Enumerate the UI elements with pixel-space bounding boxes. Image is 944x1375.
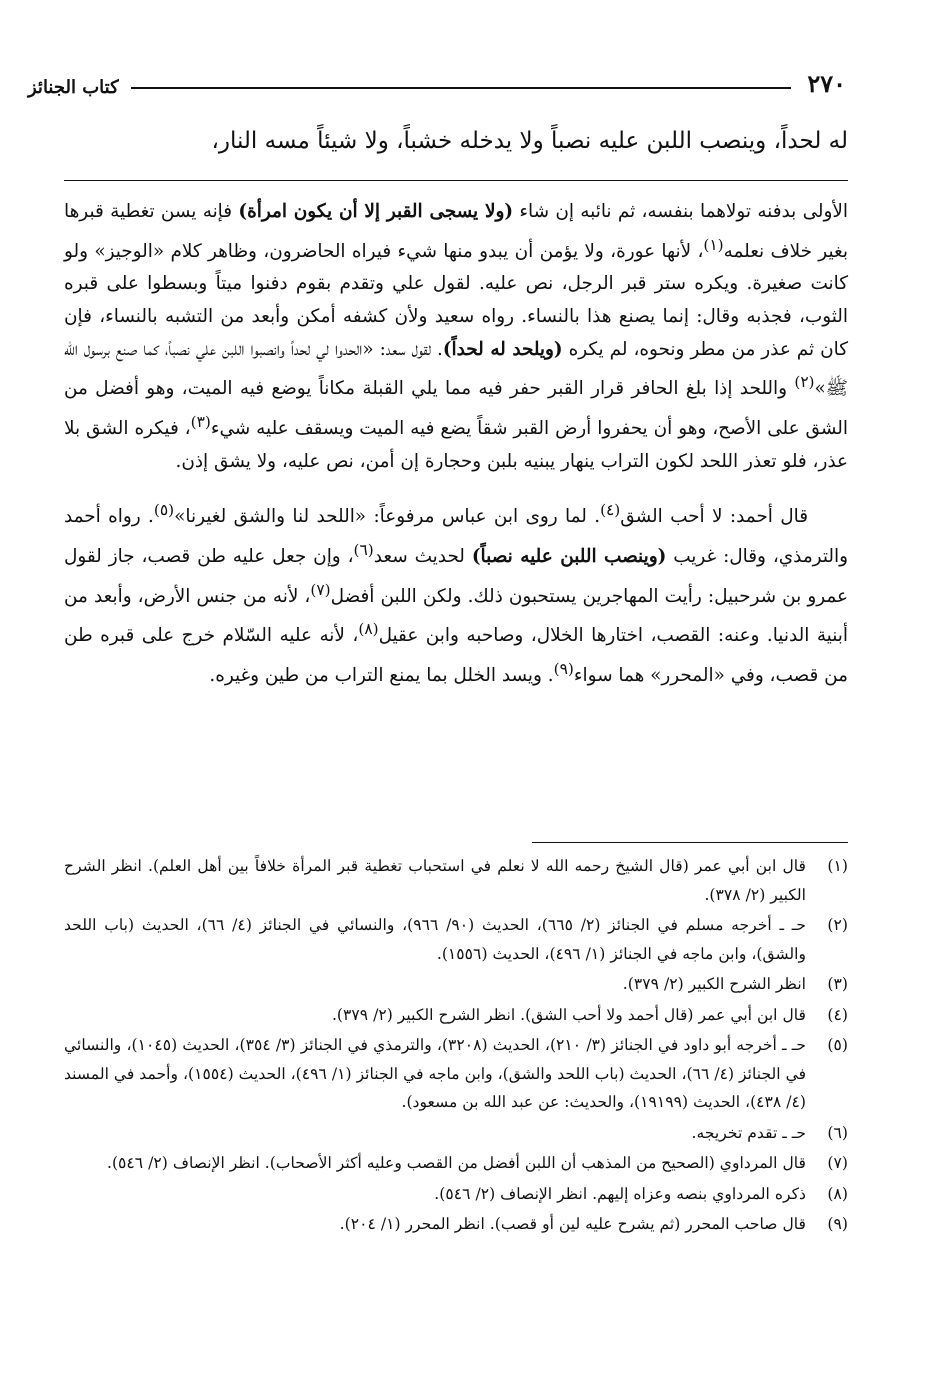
main-text: له لحداً، وينصب اللبن عليه نصباً ولا يدخله خشباً، ولا شيئاً مسه النار، (211, 128, 848, 154)
footnote-ref: (٦) (353, 540, 374, 559)
footnote-number: (١) (827, 857, 848, 875)
footnote-item (64, 1001, 848, 1030)
footnote-ref: (٣) (190, 412, 211, 431)
footnote-number: (٧) (827, 1154, 848, 1172)
footnotes-divider (532, 842, 848, 843)
book-title: كتاب الجنائز (28, 77, 119, 98)
footnote-number: (٨) (827, 1184, 848, 1203)
footnote-item (64, 1149, 848, 1178)
footnote-ref: (٨) (358, 620, 379, 639)
footnote-ref: (١) (703, 235, 724, 254)
footnote-item (64, 1180, 848, 1209)
footnote-item (64, 911, 848, 968)
footnote-ref: (٧) (310, 580, 331, 599)
footnote-text: حـ ـ أخرجه أبو داود في الجنائز (٣/ ٢١٠)، الحديث (٣٢٠٨)، والترمذي في الجنائز (٣/ ٣٥٤)، الحديث (١٠٤٥)، والنسائي في الجنائز (٤/ ٦٦)، الحديث (باب اللحد والشق)، وابن ماجه في الجنائز (١/ ٤٩٦)، الحديث (١٥٥٤)، وأحمد في المسند (٤/ ٤٣٨)، الحديث (١٩١٩٩)، والحديث: عن عبد الله بن مسعود). (64, 1036, 807, 1111)
commentary-paragraph: قال أحمد: لا أحب الشق$^{(٤)}$. لما روى ابن عباس مرفوعاً: «اللحد لنا والشق لغيرنا»$^{(٥)}$. رواه أحمد والترمذي، وقال: غريب (وينصب اللبن عليه نصباً) لحديث سعد$^{(٦)}$، وإن جعل عليه طن قصب، جاز لقول عمرو بن شرحبيل: رأيت المهاجرين يستحبون ذلك. ولكن اللبن أفضل$^{(٧)}$، لأنه من جنس الأرض، وأبعد من أبنية الدنيا. وعنه: القصب، اختارها الخلال، وصاحبه وابن عقيل$^{(٨)}$، لأنه عليه السّلام خرج على قبره طن من قصب، وفي «المحرر» هما سواء$^{(٩)}$. ويسد الخلل بما يمنع التراب من طين وغيره. (64, 501, 849, 687)
footnotes (64, 852, 848, 1241)
footnote-number: (٩) (827, 1215, 848, 1233)
running-header (28, 58, 846, 98)
footnote-ref: (٩) (553, 660, 574, 678)
quoted-matn: (ولا يسجى القبر إلا أن يكون امرأة) (238, 201, 514, 222)
footnote-item (64, 1210, 848, 1239)
main-text-divider (64, 180, 848, 181)
footnote-number: (٤) (827, 1005, 848, 1024)
commentary-paragraph: الأولى بدفنه تولاهما بنفسه، ثم نائبه إن شاء (ولا يسجى القبر إلا أن يكون امرأة) فإنه يسن تغطية قبرها بغير خلاف نعلمه$^{(١)}$، لأنها عورة، ولا يؤمن أن يبدو منها شيء فيراه الحاضرون، وظاهر كلام «الوجيز» ولو كانت صغيرة. ويكره ستر قبر الرجل، نص عليه. لقول علي وتقدم بقوم دفنوا ميتاً وبسطوا على قبره الثوب، فجذبه وقال: إنما يصنع هذا بالنساء. رواه سعيد ولأن كشفه أمكن وأبعد من التشبه بالنساء، فإن كان ثم عذر من مطر ونحوه، لم يكره (ويلحد له لحداً). لقول سعد: «الحدوا لي لحداً وانصبوا اللبن علي نصباً، كما صنع برسول الله ﷺ»$^{(٢)}$ واللحد إذا بلغ الحافر قرار القبر حفر فيه مما يلي القبلة مكاناً يوضع فيه الميت، وهو أفضل من الشق على الأصح، وهو أن يحفروا أرض القبر شقاً يضع فيه الميت ويسقف عليه شيء$^{(٣)}$، فيكره الشق بلا عذر، فلو تعذر اللحد لكون التراب ينهار يبنيه بلبن وحجارة إن أمن، نص عليه، ولا يشق إذن. (64, 201, 849, 472)
page-number: ٢٧٠ (807, 69, 846, 98)
footnote-text: قال المرداوي (الصحيح من المذهب أن اللبن أفضل من القصب وعليه أكثر الأصحاب). انظر الإنصاف (٢/ ٥٤٦). (106, 1154, 806, 1172)
footnote-text: قال صاحب المحرر (ثم يشرح عليه لين أو قصب). انظر المحرر (١/ ٢٠٤). (339, 1215, 806, 1233)
footnote-text: قال ابن أبي عمر (قال أحمد ولا أحب الشق). انظر الشرح الكبير (٢/ ٣٧٩). (331, 1005, 806, 1024)
footnote-number: (٥) (827, 1036, 848, 1054)
footnote-text: ذكره المرداوي بنصه وعزاه إليهم. انظر الإنصاف (٢/ ٥٤٦). (434, 1184, 806, 1203)
footnote-item (64, 1031, 848, 1117)
quoted-matn: (ويلحد له لحداً) (442, 338, 563, 360)
footnote-text: حـ ـ تقدم تخريجه. (691, 1123, 806, 1142)
footnote-number: (٢) (827, 916, 848, 934)
footnote-text: قال ابن أبي عمر (قال الشيخ رحمه الله لا نعلم في استحباب تغطية قبر المرأة خلافاً بين أهل العلم). انظر الشرح الكبير (٢/ ٣٧٨). (64, 857, 806, 904)
footnote-number: (٣) (827, 975, 848, 993)
footnote-ref: (٥) (153, 501, 175, 520)
footnote-text: انظر الشرح الكبير (٢/ ٣٧٩). (622, 975, 806, 993)
footnote-item (64, 970, 848, 999)
commentary (64, 196, 848, 693)
footnote-ref: (٢) (794, 373, 815, 392)
footnote-item (64, 852, 848, 909)
footnote-item (64, 1119, 848, 1148)
footnote-text: حـ ـ أخرجه مسلم في الجنائز (٢/ ٦٦٥)، الحديث (٩٠/ ٩٦٦)، والنسائي في الجنائز (٤/ ٦٦)، الحديث (باب اللحد والشق)، وابن ماجه في الجنائز (١/ ٤٩٦)، الحديث (١٥٥٦). (64, 916, 806, 963)
header-rule (131, 87, 792, 89)
quoted-matn: (وينصب اللبن عليه نصباً) (471, 545, 667, 567)
footnote-number: (٦) (827, 1123, 848, 1142)
footnote-ref: (٤) (600, 501, 621, 520)
